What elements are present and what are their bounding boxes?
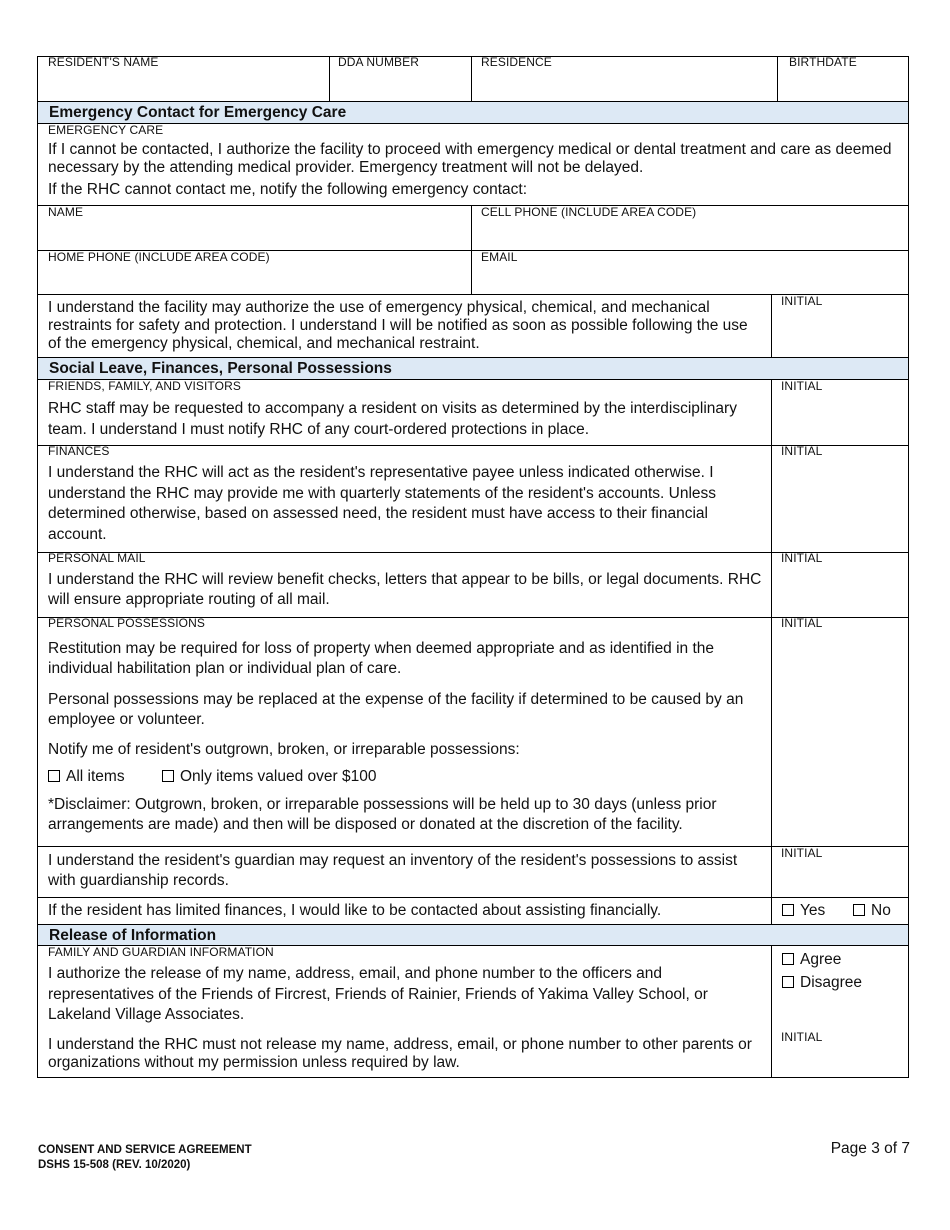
disagree-checkbox[interactable] (782, 976, 794, 988)
release-section-header: Release of Information (38, 925, 908, 946)
must-not-release-text: I understand the RHC must not release my name, address, email, or phone number to other parents or organizations without my permission unless required by law. (48, 1036, 752, 1071)
residents-name-label: RESIDENT'S NAME (48, 55, 159, 69)
disagree-label: Disagree (800, 974, 863, 991)
form-number: DSHS 15-508 (REV. 10/2020) (38, 1159, 191, 1171)
release-initial-label: INITIAL (781, 1030, 823, 1044)
mail-label: PERSONAL MAIL (48, 551, 146, 565)
birthdate-field[interactable] (778, 70, 908, 101)
restraint-initial-field[interactable] (772, 309, 908, 357)
finances-text: I understand the RHC will act as the resident's representative payee unless indicated otherwise. I understand the RHC may provide me with quarterly statements of the resident's accounts. Unless determined otherwise, based on assessed need, the resident must have access to their financial account. (48, 464, 717, 543)
agree-checkbox[interactable] (782, 953, 794, 965)
replace-text: Personal possessions may be replaced at the expense of the facility if determined to be caused by an employee or volunteer. (48, 691, 744, 728)
emergency-section-header: Emergency Contact for Emergency Care (38, 102, 908, 124)
yes-label: Yes (800, 902, 826, 919)
option-all-items[interactable] (48, 767, 125, 787)
friends-text: RHC staff may be requested to accompany a resident on visits as determined by the interdisciplinary team. I understand I must notify RHC of any court-ordered protections in place. (48, 400, 737, 438)
disclaimer-text: *Disclaimer: Outgrown, broken, or irreparable possessions will be held up to 30 days (unless prior arrangements are made) and then will be disposed or donated at the discretion of the facility. (48, 796, 717, 833)
cell-phone-field[interactable] (472, 220, 908, 249)
finances-initial-label: INITIAL (781, 444, 823, 458)
option-no[interactable] (853, 901, 891, 921)
possessions-initial-label: INITIAL (781, 616, 823, 630)
option-disagree[interactable] (782, 973, 862, 993)
option-agree[interactable] (782, 950, 841, 970)
email-label: EMAIL (481, 250, 518, 264)
residence-field[interactable] (472, 70, 776, 101)
agree-label: Agree (800, 951, 842, 968)
home-phone-label: HOME PHONE (INCLUDE AREA CODE) (48, 250, 270, 264)
limited-finances-text: If the resident has limited finances, I would like to be contacted about assisting financially. (48, 902, 662, 919)
mail-initial-label: INITIAL (781, 551, 823, 565)
option-yes[interactable] (782, 901, 825, 921)
page-number: Page 3 of 7 (830, 1140, 910, 1157)
finances-label: FINANCES (48, 444, 110, 458)
all-items-label: All items (66, 768, 125, 785)
release-initial-field[interactable] (772, 1045, 908, 1077)
mail-initial-field[interactable] (772, 566, 908, 616)
inventory-initial-field[interactable] (772, 861, 908, 896)
emergency-care-label: EMERGENCY CARE (48, 123, 164, 137)
mail-text: I understand the RHC will review benefit checks, letters that appear to be bills, or legal documents. RHC will ensure appropriate routing of all mail. (48, 571, 762, 608)
family-guardian-label: FAMILY AND GUARDIAN INFORMATION (48, 945, 274, 959)
over-100-checkbox[interactable] (162, 770, 174, 782)
authorize-text: I authorize the release of my name, address, email, and phone number to the officers and representatives of the Friends of Fircrest, Friends of Rainier, Friends of Yakima Valley School, or Lakeland Village Associates. (48, 965, 708, 1023)
friends-initial-label: INITIAL (781, 379, 823, 393)
inventory-text: I understand the resident's guardian may request an inventory of the resident's possessions to assist with guardianship records. (48, 852, 738, 889)
restitution-text: Restitution may be required for loss of property when deemed appropriate and as identified in the individual habilitation plan or individual plan of care. (48, 640, 715, 677)
finances-initial-field[interactable] (772, 459, 908, 551)
dda-number-field[interactable] (330, 70, 470, 101)
all-items-checkbox[interactable] (48, 770, 60, 782)
over-100-label: Only items valued over $100 (180, 768, 377, 785)
possessions-initial-field[interactable] (772, 631, 908, 845)
restraint-initial-label: INITIAL (781, 294, 823, 308)
home-phone-field[interactable] (38, 265, 470, 294)
option-over-100[interactable] (162, 767, 376, 787)
dda-number-label: DDA NUMBER (338, 55, 420, 69)
inventory-initial-label: INITIAL (781, 846, 823, 860)
possessions-label: PERSONAL POSSESSIONS (48, 616, 205, 630)
emergency-care-text: If I cannot be contacted, I authorize the facility to proceed with emergency medical or dental treatment and care as deemed necessary by the attending medical provider. Emergency treatment will not be delayed. (48, 141, 892, 176)
contact-name-label: NAME (48, 205, 84, 219)
friends-label: FRIENDS, FAMILY, AND VISITORS (48, 379, 241, 393)
yes-checkbox[interactable] (782, 904, 794, 916)
email-field[interactable] (472, 265, 908, 294)
restraint-text: I understand the facility may authorize the use of emergency physical, chemical, and mechanical restraints for safety and protection. I understand I will be notified as soon as possible following the use of the emergency physical, chemical, and mechanical restraint. (48, 299, 748, 352)
no-label: No (871, 902, 891, 919)
birthdate-label: BIRTHDATE (789, 55, 857, 69)
notify-text: Notify me of resident's outgrown, broken, or irreparable possessions: (48, 741, 520, 758)
residence-label: RESIDENCE (481, 55, 552, 69)
emergency-contact-text: If the RHC cannot contact me, notify the following emergency contact: (48, 181, 528, 198)
friends-initial-field[interactable] (772, 394, 908, 444)
residents-name-field[interactable] (38, 70, 328, 101)
no-checkbox[interactable] (853, 904, 865, 916)
cell-phone-label: CELL PHONE (INCLUDE AREA CODE) (481, 205, 697, 219)
form-title: CONSENT AND SERVICE AGREEMENT (38, 1144, 252, 1156)
social-section-header: Social Leave, Finances, Personal Possessions (38, 358, 908, 380)
contact-name-field[interactable] (38, 220, 470, 249)
